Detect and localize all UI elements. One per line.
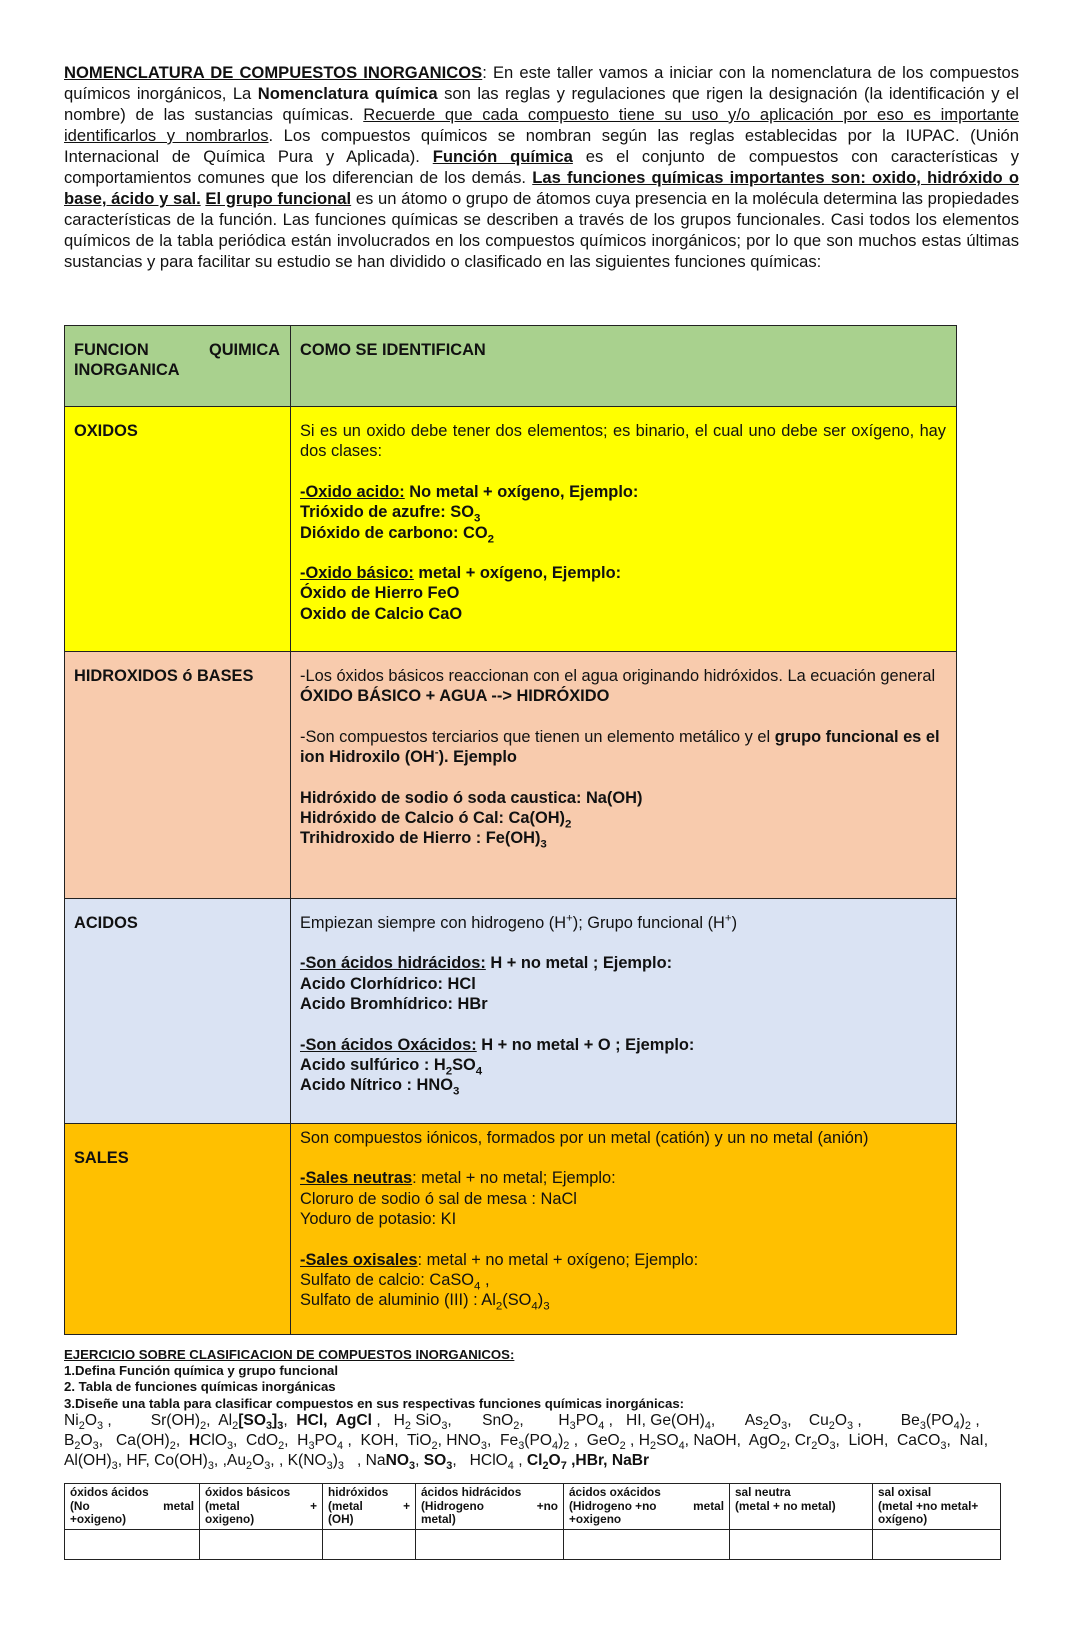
exercise-question: 3.Diseñe una tabla para clasificar compuestos en sus respectivas funciones químicas inorgánicas: [64,1395,685,1411]
hidroxidos-text: -Son compuestos terciarios que tienen un elemento metálico y el [300,727,775,746]
header-function [65,326,291,407]
oxido-acido-rule: No metal + oxígeno, Ejemplo: [404,482,639,501]
example-text: Acido Nítrico : HNO [300,1076,453,1095]
oxido-basico-rule: metal + oxígeno, Ejemplo: [413,564,622,583]
grid-empty-row [65,1529,1001,1559]
compounds-list: $Ni_2O_3$ , $Sr(OH)_2$, $Al_2[SO_3]_3$, HCl, AgCl , $H_2$ SiO$_3$, SnO$_2$, $H_3PO_4$ , HI, $Ge(OH)_4$, $As_2O_3$, $Cu_2O_3$ , $Be_3(PO_4)_2$ , $B_2O_3$, $Ca(OH)_2$, HClO$_3$, CdO$_2$, $H_3PO_4$ , KOH, TiO$_2$, $HNO_3$, $Fe_3(PO_4)_2$ , GeO$_2$ , $H_2SO_4$, NaOH, AgO$_2$, $Cr_2O_3$, LiOH, CaCO$_3$, NaI, $Al(OH)_3$, HF, $Co(OH)_3$, $,Au_2O_3$, , $K(NO_3)_3$ , NaNO$_3$, $SO_3$, HClO$_4$ , $Cl_2O_7$ ,HBr, NaBr [64,1412,989,1473]
header-text: FUNCION [74,341,149,359]
hidracidos-title: -Son ácidos hidrácidos: [300,954,486,973]
grid-empty-cell[interactable] [564,1529,730,1559]
intro-underlined: Recuerde que cada compuesto tiene su uso y/o aplicación por eso es importante identificarlos y nombrarlos [64,105,1020,145]
grid-header-row [65,1484,1001,1530]
example-text: (SO [502,1291,532,1310]
grid-header-cell: sal oxisal (metal +no metal+ oxígeno) [873,1484,1001,1530]
intro-bold-term: Nomenclatura química [257,84,438,103]
table-header-row [65,326,957,407]
grid-empty-cell[interactable] [416,1529,564,1559]
desc-hidroxidos [291,652,957,899]
header-identify: COMO SE IDENTIFICAN [291,326,957,407]
intro-text: : En este taller vamos a iniciar con la nomenclatura de los compuestos químicos inorgánicos, La [64,63,1019,103]
example-text: Cloruro de sodio ó sal de mesa : NaCl [300,1189,577,1208]
grid-header-cell: ácidos oxácidos (Hidrogeno +no metal +oxigeno [564,1484,730,1530]
hidroxidos-desc: -Los óxidos básicos reaccionan con el agua originando hidróxidos. La ecuación general [300,667,936,685]
oxacidos-rule: H + no metal + O ; Ejemplo: [476,1035,695,1054]
example-text: Acido Bromhídrico: HBr [300,995,488,1014]
grid-header-cell: sal neutra (metal + no metal) [730,1484,873,1530]
subscript: 2 [495,1300,503,1313]
superscript: - [434,746,439,759]
intro-text: . Los compuestos químicos se nombran según las reglas establecidas por la IUPAC. (Unión Internacional de Química Pura y Aplicada). [64,126,1020,166]
example-text: Acido Clorhídrico: HCl [300,974,476,993]
oxacidos-title: -Son ácidos Oxácidos: [300,1035,477,1054]
sales-neutras-rule: : metal + no metal; Ejemplo: [412,1169,616,1188]
example-text: Trióxido de azufre: SO [300,503,474,522]
subscript: 3 [452,1085,460,1098]
example-text: Dióxido de carbono: CO [300,523,488,542]
superscript: + [566,912,573,925]
subscript: 3 [540,838,547,851]
subscript: 4 [531,1300,538,1313]
grid-header-cell: óxidos ácidos (No metal +oxigeno) [65,1484,200,1530]
intro-paragraph [64,62,1019,272]
subscript: 3 [543,1300,550,1313]
classification-grid [64,1483,1001,1560]
grid-empty-cell[interactable] [323,1529,416,1559]
hidracidos-rule: H + no metal ; Ejemplo: [485,954,673,973]
example-text: , [480,1271,490,1290]
subscript: 4 [475,1065,483,1078]
label-hidroxidos: HIDROXIDOS ó BASES [65,652,291,899]
example-text: ) [537,1291,544,1310]
desc-oxidos [291,407,957,652]
desc-sales [291,1124,957,1335]
example-text: Sulfato de aluminio (III) : Al [300,1291,496,1310]
intro-text: es un átomo o grupo de átomos cuya presencia en la molécula determina las propiedades características de la función. Las funciones químicas se describen a través de los grupos funcionales. Casi todos los elementos químicos de la tabla periódica están involucrados en los compuestos químicos inorgánicos; por lo que son muchos estas últimas sustancias y para facilitar su estudio se han dividido o clasificado en las siguientes funciones químicas: [64,189,1019,271]
example-text: Hidróxido de Calcio ó Cal: Ca(OH) [300,809,566,828]
label-oxidos: OXIDOS [65,407,291,652]
intro-text: son las reglas y regulaciones que rigen la designación (la identificación y el nombre) de las sustancias químicas. [64,84,1019,124]
header-text: QUIMICA [208,341,280,359]
subscript: 3 [473,512,481,525]
exercise-question: 2. Tabla de funciones químicas inorgánicas [64,1379,336,1395]
grid-header-cell: óxidos básicos (metal + oxigeno) [200,1484,323,1530]
hidroxidos-bold: ). Ejemplo [438,748,517,767]
intro-bold-term: El grupo funcional [205,189,352,208]
label-sales: SALES [65,1124,291,1335]
example-text: SO [452,1056,476,1075]
sales-oxisales-rule: : metal + no metal + oxígeno; Ejemplo: [417,1250,699,1269]
subscript: 2 [487,532,494,545]
superscript: + [724,912,732,925]
equation: ÓXIDO BÁSICO + AGUA --> HIDRÓXIDO [300,687,610,706]
subscript: 2 [565,818,572,831]
header-text: INORGANICA [74,361,180,380]
grid-header-cell: hidróxidos (metal + (OH) [323,1484,416,1530]
example-text: Oxido de Calcio CaO [300,604,463,623]
example-text: Hidróxido de sodio ó soda caustica: Na(OH) [300,788,643,807]
sales-oxisales-title: -Sales oxisales [300,1250,418,1269]
functions-table [64,325,957,1335]
row-oxidos [65,407,957,652]
sales-neutras-title: -Sales neutras [300,1169,413,1188]
intro-bold-term: Las funciones químicas importantes son: oxido, hidróxido o base, ácido y sal. [64,168,1019,208]
grid-header-cell: ácidos hidrácidos (Hidrogeno +no metal) [416,1484,564,1530]
sales-desc: Son compuestos iónicos, formados por un metal (catión) y un no metal (anión) [300,1129,869,1147]
row-acidos [65,899,957,1124]
intro-bold-term: Función química [432,147,573,166]
intro-text: es el conjunto de compuestos con características y comportamientos comunes que los diferencian de los demás. [64,147,1019,187]
acidos-text: ); Grupo funcional (H [572,914,725,932]
grid-empty-cell[interactable] [65,1529,200,1559]
oxido-acido-title: -Oxido acido: [300,482,405,501]
exercise-question: 1.Defina Función química y grupo funcional [64,1363,339,1379]
desc-acidos [291,899,957,1124]
intro-title: NOMENCLATURA DE COMPUESTOS INORGANICOS [64,63,483,82]
label-acidos: ACIDOS [65,899,291,1124]
example-text: Yoduro de potasio: KI [300,1210,457,1229]
exercise-title: EJERCICIO SOBRE CLASIFICACION DE COMPUESTOS INORGANICOS: [64,1347,515,1362]
example-text: Sulfato de calcio: CaSO [300,1271,475,1290]
example-text: Trihidroxido de Hierro : Fe(OH) [300,829,541,848]
example-text: Acido sulfúrico : H [300,1056,446,1075]
exercise-block [64,1347,1019,1412]
example-text: Óxido de Hierro FeO [300,584,460,603]
oxidos-desc: Si es un oxido debe tener dos elementos; es binario, el cual uno debe ser oxígeno, hay dos clases: [300,422,946,461]
acidos-text: ) [731,914,738,932]
acidos-text: Empiezan siempre con hidrogeno (H [300,914,567,932]
grid-empty-cell[interactable] [200,1529,323,1559]
grid-empty-cell[interactable] [730,1529,873,1559]
row-hidroxidos [65,652,957,899]
grid-empty-cell[interactable] [873,1529,1001,1559]
oxido-basico-title: -Oxido básico: [300,564,414,583]
row-sales [65,1124,957,1335]
subscript: 2 [445,1065,453,1078]
hidroxidos-bold: grupo funcional es el ion Hidroxilo (OH [300,727,940,767]
subscript: 4 [474,1280,481,1293]
